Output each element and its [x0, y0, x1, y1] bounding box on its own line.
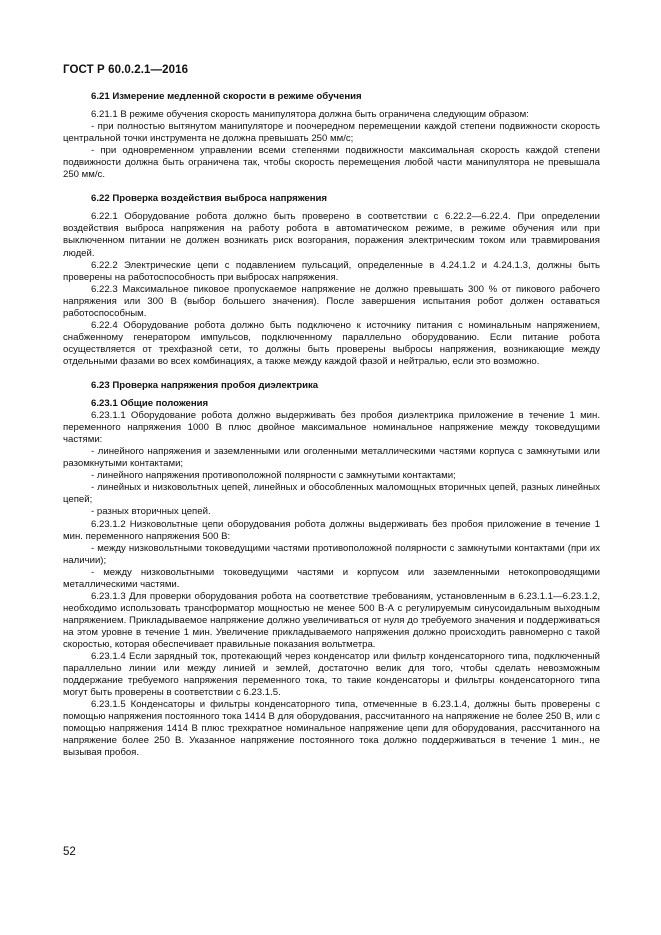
- list-item: - линейного напряжения и заземленными или оголенными металлическими частями корпуса с замкнутыми или разомкнутыми контактами;: [63, 446, 600, 470]
- section-heading-6-21: 6.21 Измерение медленной скорости в режиме обучения: [91, 91, 362, 102]
- paragraph: 6.23.1.5 Конденсаторы и фильтры конденсаторного типа, отмеченные в 6.23.1.4, должны быть проверены с помощью напряжения постоянного тока 1414 В для оборудования, рассчитанного на напряжение не более 250 В, или с помощью напряжения 1414 В плюс трехкратное номинальное напряжение цепи для оборудования, рассчитанного на напряжение более 250 В. Указанное напряжение постоянного тока должно поддерживаться в течение 1 мин., не вызывая пробоя.: [63, 699, 600, 759]
- subsection-heading-6-23-1: 6.23.1 Общие положения: [91, 398, 209, 410]
- paragraph: 6.23.1.4 Если зарядный ток, протекающий через конденсатор или фильтр конденсаторного типа, подключенный параллельно линии или между линией и землей, достаточно велик для того, чтобы сделать невозможным поддержание требуемого напряжения переменного тока, то такие конденсаторы и фильтры конденсаторного типа могут быть проверены в соответствии с 6.23.1.5.: [63, 651, 600, 699]
- list-item: - разных вторичных цепей.: [91, 506, 211, 518]
- document-header: ГОСТ Р 60.0.2.1—2016: [63, 64, 189, 76]
- list-item: - при одновременном управлении всеми степенями подвижности максимальная скорость каждой степени подвижности должна быть ограничена так, чтобы скорость перемещения любой части манипулятора не превышала 250 мм/с.: [63, 145, 600, 181]
- paragraph: 6.23.1.1 Оборудование робота должно выдерживать без пробоя диэлектрика приложение в течение 1 мин. переменного напряжения 1000 В плюс двойное максимальное номинальное напряжение между токоведущими частями:: [63, 410, 600, 446]
- paragraph: 6.22.1 Оборудование робота должно быть проверено в соответствии с 6.22.2—6.22.4. При определении воздействия выброса напряжения на работу робота в автоматическом режиме, в режиме обучения или при выключенном питании не должен возникать риск возгорания, поражения электрическим током или травмирования людей.: [63, 211, 600, 259]
- document-body: [63, 91, 600, 759]
- list-item: - при полностью вытянутом манипуляторе и поочередном перемещении каждой степени подвижности скорость центральной точки инструмента не должна превышать 250 мм/с;: [63, 121, 600, 145]
- list-item: - линейных и низковольтных цепей, линейных и обособленных маломощных вторичных цепей, разных линейных цепей;: [63, 482, 600, 506]
- list-item: - между низковольтными токоведущими частями противоположной полярности с замкнутыми контактами (при их наличии);: [63, 542, 600, 566]
- paragraph: 6.22.2 Электрические цепи с подавлением пульсаций, определенные в 4.24.1.2 и 4.24.1.3, должны быть проверены на работоспособность при выбросах напряжения.: [63, 259, 600, 283]
- list-item: - между низковольтными токоведущими частями и корпусом или заземленными нетокопроводящими металлическими частями.: [63, 566, 600, 590]
- paragraph: 6.21.1 В режиме обучения скорость манипулятора должна быть ограничена следующим образом:: [91, 109, 529, 121]
- list-item: - линейного напряжения противоположной полярности с замкнутыми контактами;: [91, 470, 456, 482]
- paragraph: 6.23.1.3 Для проверки оборудования робота на соответствие требованиям, установленным в 6.23.1.1—6.23.1.2, необходимо использовать трансформатор мощностью не менее 500 В·А с регулируемым синусоидальным выходным напряжением. Прикладываемое напряжение должно увеличиваться от нуля до требуемого значения и поддерживаться на этом уровне в течение 1 мин. Увеличение прикладываемого напряжения должно происходить равномерно с такой скоростью, которая обеспечивает правильные показания вольтметра.: [63, 590, 600, 650]
- paragraph: 6.22.4 Оборудование робота должно быть подключено к источнику питания с номинальным напряжением, снабженному генератором импульсов, подключенному параллельно оборудованию. Если питание робота осуществляется от трехфазной сети, то должны быть проверены выбросы напряжения, возникающие между отдельными фазами во всех комбинациях, а также между каждой фазой и нейтралью, если это возможно.: [63, 319, 600, 367]
- paragraph: 6.22.3 Максимальное пиковое пропускаемое напряжение не должно превышать 300 % от пикового рабочего напряжения или 300 В (выбор большего значения). После завершения испытания робот должен оставаться работоспособным.: [63, 283, 600, 319]
- page-number: 52: [63, 846, 76, 858]
- section-heading-6-22: 6.22 Проверка воздействия выброса напряжения: [91, 193, 328, 205]
- paragraph: 6.23.1.2 Низковольтные цепи оборудования робота должны выдерживать без пробоя приложение в течение 1 мин. переменного напряжения 500 В:: [63, 518, 600, 542]
- section-heading-6-23: 6.23 Проверка напряжения пробоя диэлектрика: [91, 379, 319, 391]
